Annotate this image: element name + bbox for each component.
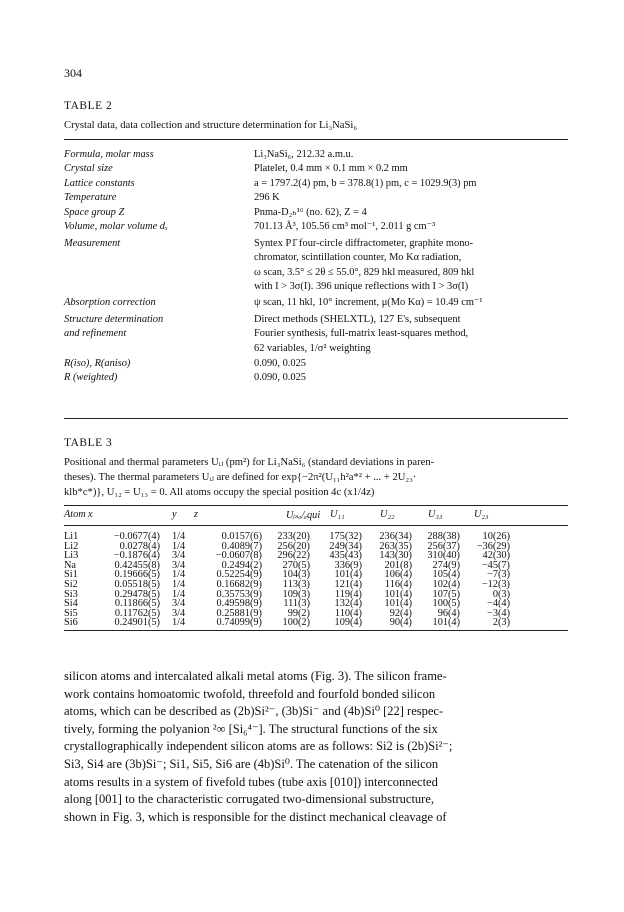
body-line: atoms results in a system of fivefold tubes (tube axis [010]) interconnected: [64, 774, 438, 789]
cell-u11: 110(4): [334, 607, 362, 619]
cell-u23: −12(3): [481, 579, 510, 590]
body-line: Si3, Si4 are (3b)Si⁻; Si1, Si5, Si6 are (4b)Si⁰. The catenation of the silicon: [64, 756, 439, 771]
cell-z: 0.0157(6): [221, 531, 262, 542]
table2-row-label: [64, 206, 252, 220]
table2-label-line: Temperature: [64, 192, 117, 203]
cell-y: 3/4: [172, 607, 186, 619]
table2-row-label: [64, 237, 252, 251]
cell-uiso: 100(2): [282, 617, 310, 629]
cell-u23: 42(30): [482, 550, 510, 562]
table2-label-line: Absorption correction: [64, 297, 156, 308]
table2-value-line: 0.090, 0.025: [254, 358, 306, 369]
cell-u33: 105(4): [432, 569, 460, 581]
table2-value-line: chromator, scintillation counter, Mo Kα radiation,: [254, 252, 462, 264]
cell-u11: 132(4): [334, 598, 362, 610]
cell-z: 0.52254(9): [216, 569, 262, 581]
table2-row-label: [64, 313, 252, 342]
cell-u33: 107(5): [432, 588, 460, 600]
table2-value-line: Li₃NaSi₆, 212.32 a.m.u.: [254, 149, 354, 160]
cell-y: 3/4: [172, 598, 186, 610]
cell-u22: 201(8): [384, 559, 412, 571]
cell-u33: 100(5): [432, 598, 460, 610]
table2-value-line: Platelet, 0.4 mm × 0.1 mm × 0.2 mm: [254, 163, 408, 174]
body-line: silicon atoms and intercalated alkali metal atoms (Fig. 3). The silicon frame-: [64, 669, 447, 683]
cell-uiso: 111(3): [283, 598, 310, 610]
body-line: work contains homoatomic twofold, threefold and fourfold bonded silicon: [64, 686, 436, 701]
cell-z: 0.74099(9): [216, 617, 262, 629]
table3-caption-line: klb*c*)}, U₁₂ = U₁₃ = 0. All atoms occupy the special position 4c (x1/4z): [64, 487, 375, 498]
table2-value-line: ω scan, 3.5° ≤ 2θ ≤ 55.0°, 829 hkl measured, 809 hkl: [254, 266, 475, 278]
table2-row-label: [64, 148, 252, 162]
body-line: shown in Fig. 3, which is responsible for the distinct mechanical cleavage of: [64, 809, 447, 824]
cell-y: 3/4: [172, 559, 186, 571]
cell-u33: 310(40): [427, 550, 460, 562]
cell-u11: 121(4): [334, 579, 362, 590]
table2-label-line: Formula, molar mass: [64, 149, 154, 160]
table2-value-line: 62 variables, 1/σ² weighting: [254, 342, 371, 354]
cell-y: 1/4: [172, 617, 186, 629]
table2-label-line: R(iso), R(aniso): [64, 358, 131, 369]
table2-row-value: [254, 313, 568, 356]
cell-uiso: 99(2): [287, 607, 310, 619]
table2-label-line: Lattice constants: [64, 178, 135, 189]
cell-x: 0.19666(5): [114, 569, 160, 581]
cell-x: 0.0278(4): [119, 540, 160, 552]
cell-u11: 175(32): [329, 531, 362, 542]
table2-label-line: Structure determination: [64, 314, 164, 325]
cell-z: 0.16682(9): [216, 579, 262, 590]
cell-atom: Na: [64, 559, 77, 571]
cell-u22: 90(4): [389, 617, 412, 629]
table3-caption-line: theses). The thermal parameters Uᵢⱼ are defined for exp{−2π²(U₁₁h²a*² + ... + 2U₂₃·: [64, 472, 417, 483]
cell-x: 0.11762(5): [114, 607, 160, 619]
cell-z: 0.49598(9): [216, 598, 262, 610]
cell-u11: 249(34): [329, 540, 362, 552]
cell-u33: 102(4): [432, 579, 460, 590]
table3-header-row: [64, 509, 568, 522]
cell-u22: 106(4): [384, 569, 412, 581]
header-u23: U₂₃: [474, 509, 489, 520]
table2-value-line: a = 1797.2(4) pm, b = 378.8(1) pm, c = 1029.9(3) pm: [254, 178, 477, 189]
table2-value-line: Fourier synthesis, full-matrix least-squares method,: [254, 328, 469, 340]
cell-uiso: 270(5): [282, 559, 310, 571]
page-number: 304: [64, 66, 82, 80]
cell-uiso: 104(3): [282, 569, 310, 581]
table3-row: [64, 617, 568, 630]
table2-row-value: [254, 148, 568, 162]
header-u22: U₂₂: [380, 509, 395, 520]
cell-z: −0.0607(8): [215, 550, 262, 562]
cell-atom: Si2: [64, 579, 78, 590]
table2-value-line: 296 K: [254, 192, 280, 203]
header-u11: U₁₁: [330, 509, 345, 520]
table2-label-line: R (weighted): [64, 372, 118, 384]
cell-u22: 263(35): [379, 540, 412, 552]
cell-atom: Si3: [64, 588, 78, 600]
table2-row-label: [64, 296, 252, 310]
table2-row-value: [254, 162, 568, 176]
table3-caption-line: Positional and thermal parameters Uᵢⱼ (pm²) for Li₃NaSi₆ (standard deviations in paren-: [64, 457, 435, 468]
table2-label-line: and refinement: [64, 328, 127, 340]
cell-u33: 256(37): [427, 540, 460, 552]
cell-u23: −45(7): [481, 559, 510, 571]
cell-u22: 143(30): [379, 550, 412, 562]
cell-atom: Si6: [64, 617, 78, 629]
body-line: atoms, which can be described as (2b)Si²⁻, (3b)Si⁻ and (4b)Si⁰ [22] respec-: [64, 704, 444, 719]
cell-y: 1/4: [172, 531, 186, 542]
table3-caption: [64, 455, 568, 500]
header-x: x: [88, 509, 93, 520]
cell-uiso: 256(20): [277, 540, 310, 552]
table2-value-line: ψ scan, 11 hkl, 10° increment, μ(Mo Kα) = 10.49 cm⁻¹: [254, 297, 483, 308]
table2-row-value: [254, 220, 568, 234]
cell-u22: 101(4): [384, 598, 412, 610]
cell-x: 0.24901(5): [114, 617, 160, 629]
cell-u22: 236(34): [379, 531, 412, 542]
table2-label-line: Measurement: [64, 238, 121, 249]
cell-atom: Li1: [64, 531, 79, 542]
table2-value-line: Syntex P1̄ four-circle diffractometer, graphite mono-: [254, 238, 474, 249]
table2-caption: Crystal data, data collection and structure determination for Li₃NaSi₆: [64, 120, 358, 131]
cell-uiso: 113(3): [282, 579, 310, 590]
table2-row-label: [64, 191, 252, 205]
header-u33: U₃₃: [428, 509, 443, 520]
table2-value-line: 701.13 Å³, 105.56 cm³ mol⁻¹, 2.011 g cm⁻³: [254, 221, 436, 232]
cell-x: 0.05518(5): [114, 579, 160, 590]
cell-u11: 435(43): [329, 550, 362, 562]
cell-x: 0.11866(5): [114, 598, 160, 610]
cell-u11: 119(4): [334, 588, 362, 600]
header-atom: Atom: [64, 509, 86, 520]
table2-value-line: with I > 3σ(I). 396 unique reflections with I > 3σ(I): [254, 281, 469, 293]
table2-rule-top: [64, 139, 568, 140]
cell-u11: 109(4): [334, 617, 362, 629]
table2-rule-bottom: [64, 418, 568, 419]
table2-row-label: [64, 220, 252, 234]
cell-u23: 10(26): [482, 531, 510, 542]
cell-x: 0.29478(5): [114, 588, 160, 600]
header-y: y: [172, 509, 177, 520]
cell-y: 1/4: [172, 588, 186, 600]
table2-row-value: [254, 357, 568, 386]
table2-label: TABLE 2: [64, 100, 113, 112]
cell-atom: Li2: [64, 540, 79, 552]
cell-atom: Si1: [64, 569, 78, 581]
cell-z: 0.2494(2): [221, 559, 262, 571]
cell-u33: 274(9): [432, 559, 460, 571]
cell-u33: 96(4): [437, 607, 460, 619]
cell-atom: Li3: [64, 550, 79, 562]
table3-rule-top: [64, 505, 568, 506]
cell-u23: −4(4): [487, 598, 510, 610]
table2-value-line: 0.090, 0.025: [254, 372, 306, 384]
cell-u22: 101(4): [384, 588, 412, 600]
cell-u33: 288(38): [427, 531, 460, 542]
cell-u23: −36(29): [476, 540, 510, 552]
cell-u23: −3(4): [487, 607, 510, 619]
cell-y: 1/4: [172, 579, 186, 590]
cell-x: −0.1876(4): [113, 550, 160, 562]
table2-value-line: Pnma-D₂ₕ¹⁶ (no. 62), Z = 4: [254, 207, 367, 218]
table3-label: TABLE 3: [64, 437, 113, 449]
table2-label-line: Volume, molar volume dₓ: [64, 221, 168, 232]
table3-rule-bottom: [64, 630, 568, 631]
header-z: z: [194, 509, 199, 520]
cell-u33: 101(4): [432, 617, 460, 629]
body-line: crystallographically independent silicon atoms are as follows: Si2 is (2b)Si²⁻;: [64, 739, 453, 754]
cell-u23: −7(3): [487, 569, 510, 581]
table2-row-value: [254, 296, 568, 310]
table3-rule-header: [64, 525, 568, 526]
body-paragraph: [64, 668, 568, 826]
cell-x: 0.42455(8): [114, 559, 160, 571]
table2-row-value: [254, 206, 568, 220]
table2-row-label: [64, 162, 252, 176]
cell-atom: Si5: [64, 607, 78, 619]
table2-label-line: Crystal size: [64, 163, 113, 174]
body-line: tively, forming the polyanion ²∞ [Si₆⁴⁻]. The structural functions of the six: [64, 721, 438, 736]
table2-row-label: [64, 357, 252, 386]
table2-value-line: Direct methods (SHELXTL), 127 E's, subsequent: [254, 314, 461, 325]
cell-uiso: 233(20): [277, 531, 310, 542]
cell-u11: 101(4): [334, 569, 362, 581]
table2-row-label: [64, 177, 252, 191]
cell-atom: Si4: [64, 598, 78, 610]
cell-u23: 2(3): [492, 617, 510, 629]
cell-y: 3/4: [172, 550, 186, 562]
cell-y: 1/4: [172, 540, 186, 552]
header-uiso: Uᵢₛₒ/ₑqui: [286, 510, 321, 521]
cell-z: 0.4089(7): [221, 540, 262, 552]
cell-z: 0.25881(9): [216, 607, 262, 619]
cell-u22: 92(4): [389, 607, 412, 619]
cell-y: 1/4: [172, 569, 186, 581]
cell-uiso: 296(22): [277, 550, 310, 562]
cell-u22: 116(4): [384, 579, 412, 590]
cell-x: −0.0677(4): [113, 531, 160, 542]
cell-u23: 0(3): [492, 588, 510, 600]
cell-z: 0.35753(9): [216, 588, 262, 600]
cell-uiso: 109(3): [282, 588, 310, 600]
table2-row-value: [254, 191, 568, 205]
cell-u11: 336(9): [334, 559, 362, 571]
table2-label-line: Space group Z: [64, 207, 125, 218]
table2-row-value: [254, 177, 568, 191]
table2-row-value: [254, 237, 568, 295]
body-line: along [001] to the characteristic corrugated two-dimensional substructure,: [64, 792, 435, 807]
